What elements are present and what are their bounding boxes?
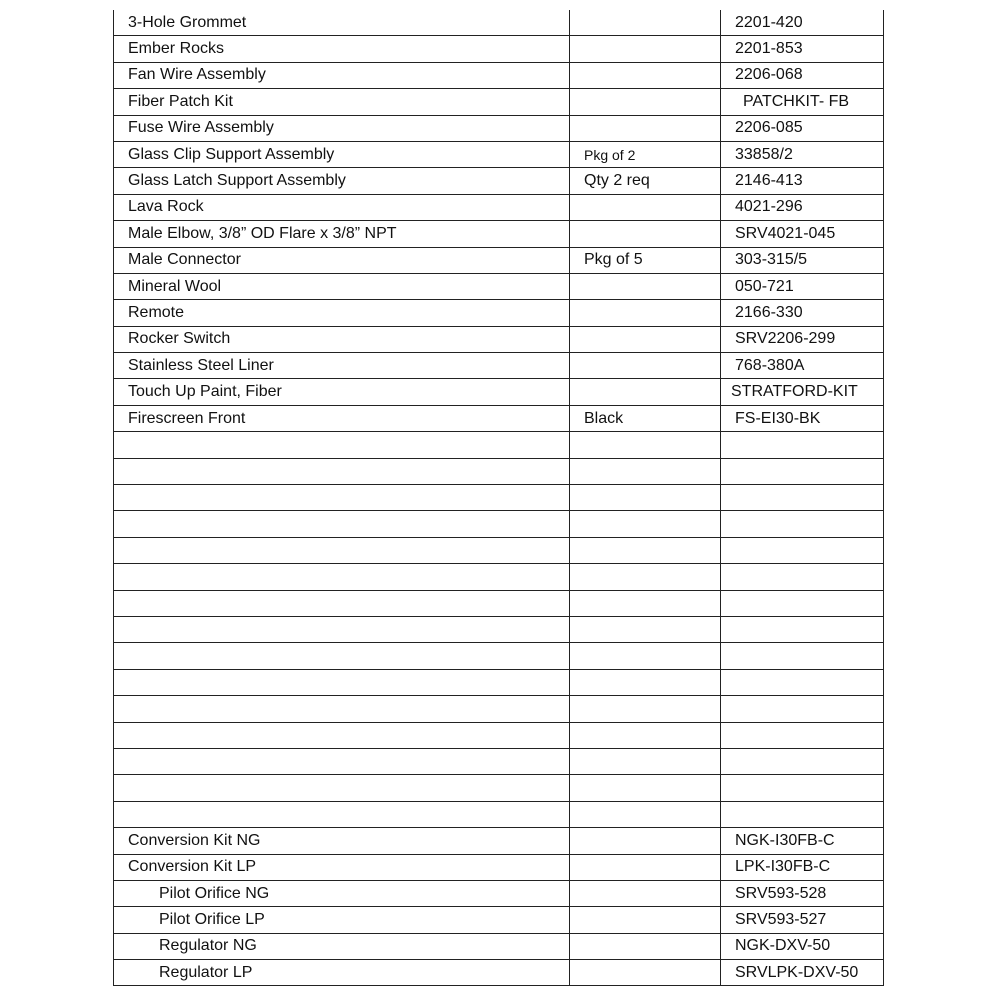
- description-cell: [114, 511, 570, 537]
- note-cell: Pkg of 2: [570, 141, 721, 167]
- note-cell: [570, 326, 721, 352]
- note-cell: [570, 537, 721, 563]
- table-row: [114, 696, 884, 722]
- part-number-cell: SRV4021-045: [721, 221, 884, 247]
- part-number-cell: [721, 748, 884, 774]
- part-number-cell: [721, 537, 884, 563]
- description-cell: Glass Latch Support Assembly: [114, 168, 570, 194]
- note-cell: [570, 643, 721, 669]
- description-cell: Male Elbow, 3/8” OD Flare x 3/8” NPT: [114, 221, 570, 247]
- description-cell: Conversion Kit NG: [114, 828, 570, 854]
- description-cell: [114, 458, 570, 484]
- parts-table: [113, 10, 884, 986]
- description-cell: Fuse Wire Assembly: [114, 115, 570, 141]
- note-cell: [570, 89, 721, 115]
- note-cell: [570, 775, 721, 801]
- description-cell: Conversion Kit LP: [114, 854, 570, 880]
- note-cell: [570, 511, 721, 537]
- note-cell: [570, 432, 721, 458]
- table-row: [114, 36, 884, 62]
- part-number-cell: 2146-413: [721, 168, 884, 194]
- part-number-cell: [721, 696, 884, 722]
- table-row: [114, 141, 884, 167]
- note-cell: [570, 722, 721, 748]
- part-number-cell: PATCHKIT- FB: [721, 89, 884, 115]
- note-cell: [570, 669, 721, 695]
- note-cell: [570, 907, 721, 933]
- part-number-cell: [721, 458, 884, 484]
- part-number-cell: 768-380A: [721, 353, 884, 379]
- table-row: [114, 511, 884, 537]
- description-cell: 3-Hole Grommet: [114, 10, 570, 36]
- note-cell: [570, 194, 721, 220]
- table-row: [114, 405, 884, 431]
- note-cell: [570, 696, 721, 722]
- description-cell: Remote: [114, 300, 570, 326]
- description-cell: [114, 537, 570, 563]
- description-cell: [114, 775, 570, 801]
- part-number-cell: 2201-420: [721, 10, 884, 36]
- table-row: [114, 907, 884, 933]
- note-cell: Pkg of 5: [570, 247, 721, 273]
- part-number-cell: [721, 511, 884, 537]
- table-row: [114, 326, 884, 352]
- table-row: [114, 537, 884, 563]
- part-number-cell: [721, 643, 884, 669]
- description-cell: Glass Clip Support Assembly: [114, 141, 570, 167]
- table-row: [114, 168, 884, 194]
- table-row: [114, 564, 884, 590]
- part-number-cell: SRV593-527: [721, 907, 884, 933]
- part-number-cell: 2166-330: [721, 300, 884, 326]
- table-row: [114, 828, 884, 854]
- table-row: [114, 669, 884, 695]
- table-row: [114, 432, 884, 458]
- note-cell: [570, 10, 721, 36]
- description-cell: [114, 722, 570, 748]
- description-cell: [114, 748, 570, 774]
- table-row: [114, 62, 884, 88]
- part-number-cell: STRATFORD-KIT: [721, 379, 884, 405]
- part-number-cell: NGK-DXV-50: [721, 933, 884, 959]
- table-row: [114, 379, 884, 405]
- table-row: [114, 854, 884, 880]
- note-cell: [570, 300, 721, 326]
- table-row: [114, 300, 884, 326]
- table-row: [114, 933, 884, 959]
- note-cell: [570, 854, 721, 880]
- description-cell: Ember Rocks: [114, 36, 570, 62]
- table-row: [114, 273, 884, 299]
- description-cell: Mineral Wool: [114, 273, 570, 299]
- note-cell: Qty 2 req: [570, 168, 721, 194]
- part-number-cell: 33858/2: [721, 141, 884, 167]
- part-number-cell: [721, 485, 884, 511]
- description-cell: Regulator NG: [114, 933, 570, 959]
- note-cell: [570, 960, 721, 986]
- part-number-cell: [721, 669, 884, 695]
- table-row: [114, 880, 884, 906]
- description-cell: [114, 669, 570, 695]
- description-cell: Fiber Patch Kit: [114, 89, 570, 115]
- note-cell: [570, 353, 721, 379]
- table-row: [114, 485, 884, 511]
- part-number-cell: [721, 564, 884, 590]
- description-cell: Pilot Orifice LP: [114, 907, 570, 933]
- description-cell: Firescreen Front: [114, 405, 570, 431]
- description-cell: Rocker Switch: [114, 326, 570, 352]
- part-number-cell: 303-315/5: [721, 247, 884, 273]
- table-row: [114, 775, 884, 801]
- part-number-cell: 2206-068: [721, 62, 884, 88]
- part-number-cell: FS-EI30-BK: [721, 405, 884, 431]
- table-row: [114, 643, 884, 669]
- part-number-cell: [721, 616, 884, 642]
- description-cell: Male Connector: [114, 247, 570, 273]
- table-row: [114, 194, 884, 220]
- note-cell: [570, 880, 721, 906]
- note-cell: [570, 379, 721, 405]
- part-number-cell: 2201-853: [721, 36, 884, 62]
- note-cell: [570, 62, 721, 88]
- description-cell: [114, 616, 570, 642]
- part-number-cell: SRV593-528: [721, 880, 884, 906]
- description-cell: [114, 564, 570, 590]
- part-number-cell: 050-721: [721, 273, 884, 299]
- description-cell: Regulator LP: [114, 960, 570, 986]
- note-cell: [570, 485, 721, 511]
- note-cell: [570, 616, 721, 642]
- table-row: [114, 722, 884, 748]
- note-cell: [570, 590, 721, 616]
- table-row: [114, 960, 884, 986]
- table-row: [114, 89, 884, 115]
- table-row: [114, 221, 884, 247]
- table-row: [114, 458, 884, 484]
- part-number-cell: [721, 801, 884, 827]
- note-cell: [570, 115, 721, 141]
- part-number-cell: 2206-085: [721, 115, 884, 141]
- table-row: [114, 616, 884, 642]
- description-cell: [114, 590, 570, 616]
- description-cell: [114, 485, 570, 511]
- part-number-cell: [721, 775, 884, 801]
- note-cell: [570, 564, 721, 590]
- description-cell: Lava Rock: [114, 194, 570, 220]
- part-number-cell: [721, 432, 884, 458]
- description-cell: [114, 432, 570, 458]
- note-cell: [570, 933, 721, 959]
- description-cell: [114, 696, 570, 722]
- description-cell: Touch Up Paint, Fiber: [114, 379, 570, 405]
- table-row: [114, 10, 884, 36]
- note-cell: [570, 36, 721, 62]
- note-cell: Black: [570, 405, 721, 431]
- part-number-cell: LPK-I30FB-C: [721, 854, 884, 880]
- part-number-cell: SRVLPK-DXV-50: [721, 960, 884, 986]
- part-number-cell: [721, 722, 884, 748]
- description-cell: Stainless Steel Liner: [114, 353, 570, 379]
- description-cell: Fan Wire Assembly: [114, 62, 570, 88]
- part-number-cell: SRV2206-299: [721, 326, 884, 352]
- table-row: [114, 748, 884, 774]
- note-cell: [570, 458, 721, 484]
- description-cell: [114, 643, 570, 669]
- part-number-cell: 4021-296: [721, 194, 884, 220]
- description-cell: [114, 801, 570, 827]
- part-number-cell: [721, 590, 884, 616]
- note-cell: [570, 801, 721, 827]
- table-row: [114, 353, 884, 379]
- table-row: [114, 247, 884, 273]
- note-cell: [570, 273, 721, 299]
- description-cell: Pilot Orifice NG: [114, 880, 570, 906]
- note-cell: [570, 221, 721, 247]
- note-cell: [570, 748, 721, 774]
- table-row: [114, 115, 884, 141]
- table-row: [114, 801, 884, 827]
- table-row: [114, 590, 884, 616]
- note-cell: [570, 828, 721, 854]
- part-number-cell: NGK-I30FB-C: [721, 828, 884, 854]
